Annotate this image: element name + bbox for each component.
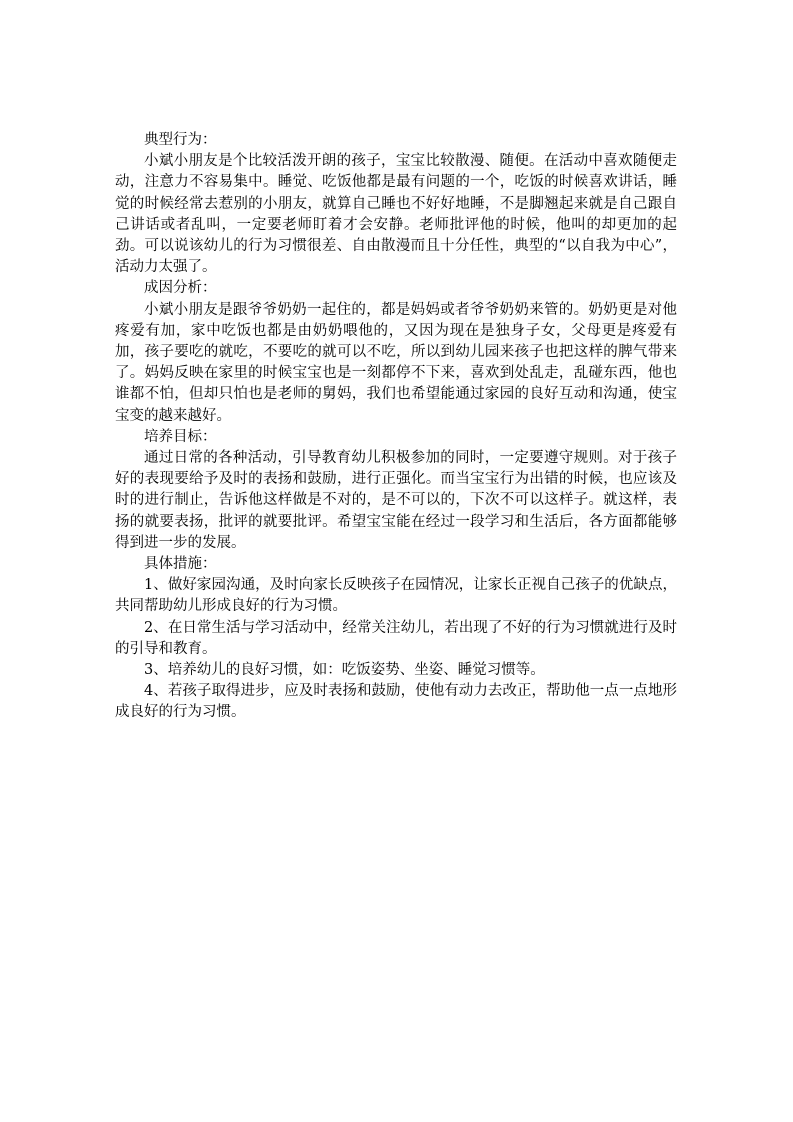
cause-paragraph: 小斌小朋友是跟爷爷奶奶一起住的，都是妈妈或者爷爷奶奶来管的。奶奶更是对他疼爱有加，家中吃饭也都是由奶奶喂他的，又因为现在是独身子女，父母更是疼爱有加，孩子要吃的就吃，不要吃的就可以不吃，所以到幼儿园来孩子也把这样的脾气带来了。妈妈反映在家里的时候宝宝也是一刻都停不下来，喜欢到处乱走，乱碰东西，他也谁都不怕，但却只怕也是老师的舅妈，我们也希望能通过家园的良好互动和沟通，使宝宝变的越来越好。 [115,301,677,424]
document-body [115,130,677,724]
measure-item-2: 2、在日常生活与学习活动中，经常关注幼儿，若出现了不好的行为习惯就进行及时的引导和教育。 [115,619,677,657]
section-heading-behavior: 典型行为： [144,132,217,148]
behavior-paragraph: 小斌小朋友是个比较活泼开朗的孩子，宝宝比较散漫、随便。在活动中喜欢随便走动，注意力不容易集中。睡觉、吃饭他都是最有问题的一个，吃饭的时候喜欢讲话，睡觉的时候经常去惹别的小朋友，就算自己睡也不好好地睡，不是脚翘起来就是自己跟自己讲话或者乱叫，一定要老师盯着才会安静。老师批评他的时候，他叫的却更加的起劲。可以说该幼儿的行为习惯很差、自由散漫而且十分任性，典型的“以自我为中心”，活动力太强了。 [115,153,677,276]
measure-item-3: 3、培养幼儿的良好习惯，如：吃饭姿势、坐姿、睡觉习惯等。 [144,662,545,679]
measure-item-4: 4、若孩子取得进步，应及时表扬和鼓励，使他有动力去改正，帮助他一点一点地形成良好的行为习惯。 [115,683,677,721]
section-heading-goal: 培养目标： [144,428,217,445]
section-heading-cause: 成因分析： [144,280,217,297]
measure-item-1: 1、做好家园沟通，及时向家长反映孩子在园情况，让家长正视自己孩子的优缺点，共同帮助幼儿形成良好的行为习惯。 [115,577,677,615]
section-heading-measures: 具体措施： [144,556,217,573]
goal-paragraph: 通过日常的各种活动，引导教育幼儿积极参加的同时，一定要遵守规则。对于孩子好的表现要给予及时的表扬和鼓励，进行正强化。而当宝宝行为出错的时候，也应该及时的进行制止，告诉他这样做是不对的，是不可以的，下次不可以这样子。就这样，表扬的就要表扬，批评的就要批评。希望宝宝能在经过一段学习和生活后，各方面都能够得到进一步的发展。 [115,450,677,551]
